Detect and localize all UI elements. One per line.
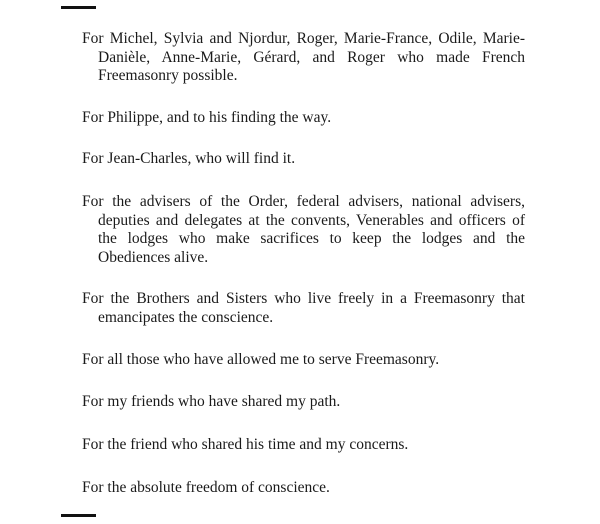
bottom-rule [61, 514, 96, 517]
dedication-paragraph-5: For the Brothers and Sisters who live freely in a Freemasonry that emancipates the conscience. [82, 290, 525, 326]
dedication-paragraph-6: For all those who have allowed me to serve Freemasonry. [82, 351, 440, 368]
dedication-paragraph-1: For Michel, Sylvia and Njordur, Roger, Marie-France, Odile, Marie-Danièle, Anne-Marie, Gérard, and Roger who made French Freemasonry possible. [82, 30, 525, 85]
dedication-paragraph-2: For Philippe, and to his finding the way. [82, 109, 332, 126]
dedication-paragraph-9: For the absolute freedom of conscience. [82, 479, 330, 496]
dedication-paragraph-8: For the friend who shared his time and my concerns. [82, 436, 409, 453]
dedication-paragraph-3: For Jean-Charles, who will find it. [82, 150, 296, 167]
top-rule [61, 6, 96, 9]
dedication-paragraph-4: For the advisers of the Order, federal advisers, national advisers, deputies and delegates at the convents, Venerables and officers of the lodges who make sacrifices to keep the lodges and the Obediences alive. [82, 193, 525, 266]
dedication-paragraph-7: For my friends who have shared my path. [82, 393, 341, 410]
